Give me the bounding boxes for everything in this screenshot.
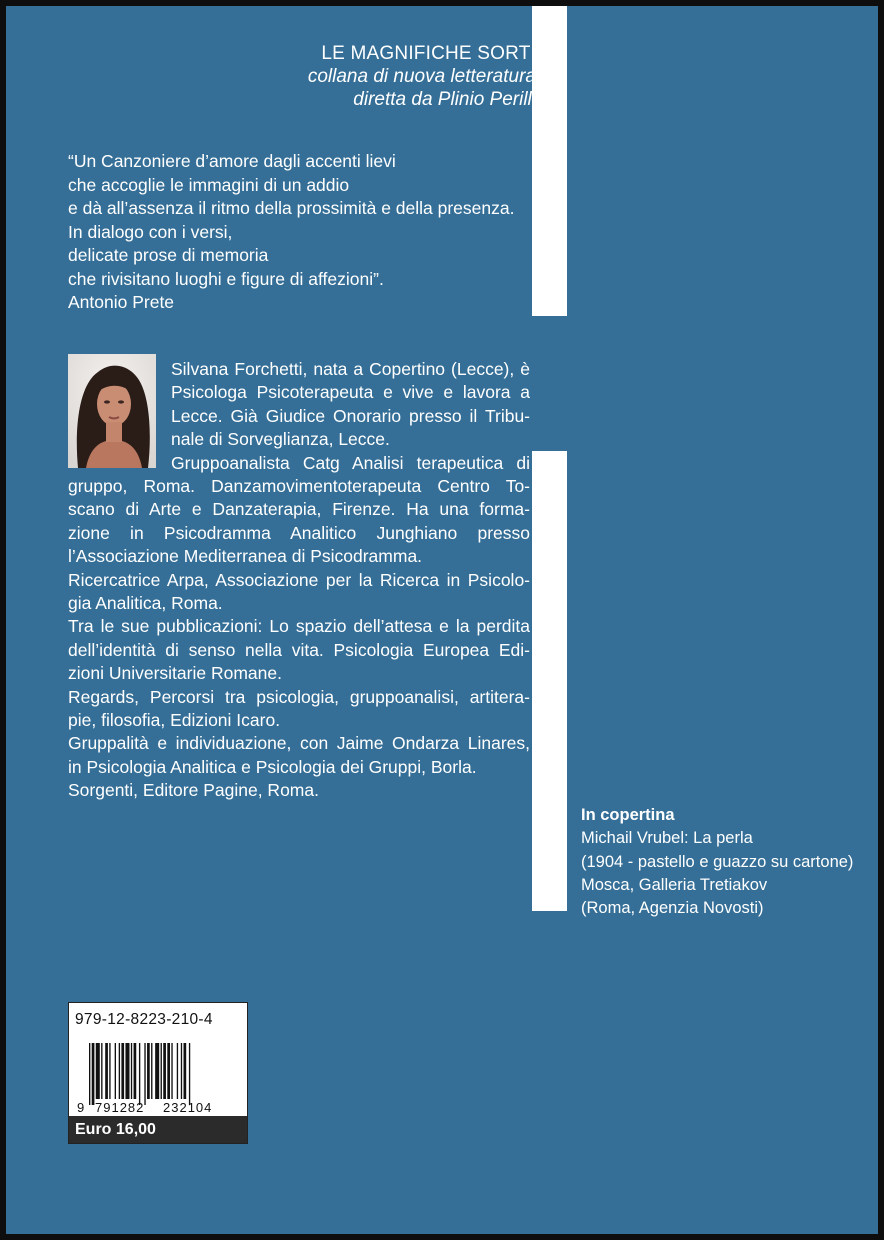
quote-line: “Un Canzoniere d’amore dagli accenti lievi — [68, 151, 396, 171]
bio-line: nale di Sorveglianza, Lecce. — [171, 429, 390, 450]
quote-line: e dà all’assenza il ritmo della prossimità e della presenza. — [68, 198, 515, 218]
cover-credit — [581, 804, 881, 920]
bio-line: gruppo, Roma. Danzamovimentoterapeuta Centro To- — [68, 476, 530, 496]
cover-credit-line: (1904 - pastello e guazzo su cartone) — [581, 852, 854, 871]
bio-line: Ricercatrice Arpa, Associazione per la Ricerca in Psicolo- — [68, 569, 530, 590]
barcode-bar — [92, 1043, 95, 1105]
barcode-image — [77, 1043, 229, 1115]
barcode-bar — [167, 1043, 170, 1099]
quote-line: che rivisitano luoghi e figure di affezioni”. — [68, 268, 384, 289]
barcode-bar — [161, 1043, 162, 1099]
barcode-bar — [144, 1043, 145, 1105]
bio-line: l’Associazione Mediterranea di Psicodramma. — [68, 546, 423, 567]
barcode-bar — [89, 1043, 90, 1105]
back-cover — [6, 6, 878, 1234]
bio-line: zioni Universitarie Romane. — [68, 663, 282, 684]
white-stripe-middle — [532, 451, 567, 911]
cover-credit-heading: In copertina — [581, 806, 675, 824]
barcode-bar — [115, 1043, 116, 1099]
barcode-bar — [119, 1043, 120, 1099]
barcode-bar — [189, 1043, 190, 1105]
barcode-bar — [184, 1043, 187, 1099]
barcode-bar — [181, 1043, 182, 1099]
price-label: Euro 16,00 — [69, 1116, 247, 1143]
barcode-bar — [109, 1043, 110, 1099]
bio-line: Gruppalità e individuazione, con Jaime Ondarza Linares, — [68, 733, 530, 754]
cover-credit-line: Mosca, Galleria Tretiakov — [581, 875, 768, 894]
bio-line: Lecce. Già Giudice Onorario presso il Tribu- — [171, 405, 530, 426]
barcode-label — [68, 1002, 248, 1144]
barcode-bar — [121, 1043, 124, 1099]
cover-credit-line: Michail Vrubel: La perla — [581, 829, 753, 848]
author-photo — [68, 354, 156, 468]
barcode-bar — [171, 1043, 172, 1099]
barcode-bar — [131, 1043, 132, 1099]
series-director: diretta da Plinio Perilli — [353, 89, 536, 110]
bio-line: Psicologa Psicoterapeuta e vive e lavora a — [171, 382, 530, 403]
isbn-text: 979-12-8223-210-4 — [75, 1011, 213, 1028]
series-title: LE MAGNIFICHE SORTI — [321, 43, 536, 64]
author-bio-body — [68, 475, 530, 803]
bio-line: Silvana Forchetti, nata a Copertino (Lecce), è — [171, 359, 530, 379]
barcode-bar — [163, 1043, 166, 1099]
quote-line: che accoglie le immagini di un addio — [68, 174, 350, 195]
barcode-bar — [134, 1043, 137, 1099]
barcode-digits-left: 791282 — [95, 1100, 145, 1115]
series-block — [308, 42, 536, 111]
quote-author: Antonio Prete — [68, 292, 175, 312]
bio-line: Gruppoanalista Catg Analisi terapeutica di — [171, 452, 530, 473]
blurb-quote — [68, 150, 538, 315]
bio-line: Regards, Percorsi tra psicologia, gruppoanalisi, artitera- — [68, 686, 530, 707]
barcode-bar — [96, 1043, 100, 1099]
barcode-bar — [105, 1043, 108, 1099]
bio-line: scano di Arte e Danzaterapia, Firenze. Ha una forma- — [68, 499, 530, 520]
bio-line: pie, filosofia, Edizioni Icaro. — [68, 710, 281, 731]
bio-line: in Psicologia Analitica e Psicologia dei Gruppi, Borla. — [68, 756, 477, 777]
barcode-digits-right: 232104 — [163, 1100, 213, 1115]
bio-line: Sorgenti, Editore Pagine, Roma. — [68, 780, 319, 801]
barcode-bar — [177, 1043, 178, 1099]
cover-credit-line: (Roma, Agenzia Novosti) — [581, 899, 764, 918]
barcode-bar — [147, 1043, 150, 1099]
barcode-digit-first: 9 — [77, 1100, 85, 1115]
bio-line: gia Analitica, Roma. — [68, 593, 223, 614]
quote-line: In dialogo con i versi, — [68, 221, 233, 242]
bio-line: dell’identità di senso nella vita. Psicologia Europea Edi- — [68, 639, 530, 660]
series-subtitle: collana di nuova letteratura — [307, 66, 536, 87]
quote-line: delicate prose di memoria — [68, 245, 269, 265]
bio-line: Tra le sue pubblicazioni: Lo spazio dell’attesa e la perdita — [68, 616, 530, 637]
barcode-bar — [139, 1043, 140, 1105]
barcode-bar — [125, 1043, 129, 1099]
barcode-bar — [155, 1043, 159, 1099]
bio-line: zione in Psicodramma Analitico Junghiano presso — [68, 522, 530, 543]
barcode-bar — [151, 1043, 152, 1099]
barcode-bar — [101, 1043, 102, 1099]
author-bio-top — [171, 358, 530, 475]
